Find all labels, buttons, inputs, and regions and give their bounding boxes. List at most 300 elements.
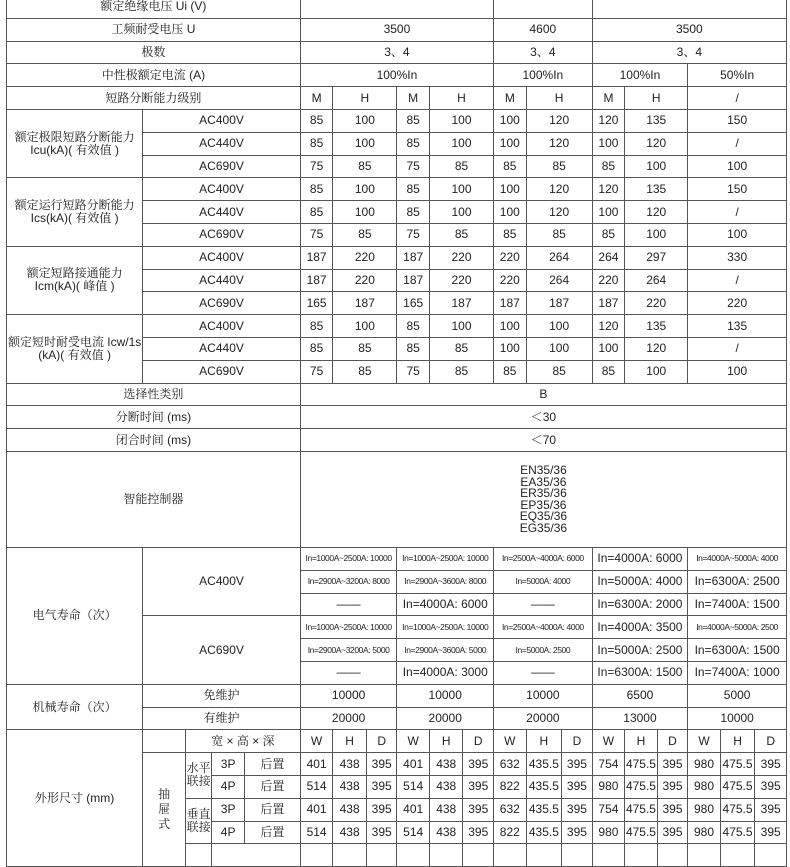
table-cell: 85 bbox=[333, 360, 397, 383]
table-cell: 100 bbox=[333, 132, 397, 155]
table-cell: 10000 bbox=[494, 684, 593, 707]
table-cell: 632 bbox=[494, 753, 527, 776]
table-cell: 100 bbox=[526, 315, 592, 338]
table-cell: 20000 bbox=[300, 707, 397, 730]
elec-life-cell: In=5000A: 2500 bbox=[494, 639, 593, 662]
table-cell: W bbox=[592, 730, 625, 753]
voltage-label: AC690V bbox=[143, 292, 301, 315]
table-cell: H bbox=[429, 730, 463, 753]
table-row-dims-header bbox=[7, 730, 787, 753]
table-cell: M bbox=[397, 87, 430, 110]
table-cell: 187 bbox=[397, 246, 430, 269]
table-cell: 13000 bbox=[592, 707, 688, 730]
table-cell: W bbox=[397, 730, 430, 753]
group-label: 额定运行短路分断能力 Ics(kA)( 有效值 ) bbox=[7, 178, 143, 246]
table-cell: / bbox=[688, 132, 787, 155]
table-row bbox=[7, 315, 787, 338]
elec-life-cell: In=5000A: 4000 bbox=[494, 570, 593, 593]
table-row-elec bbox=[7, 547, 787, 570]
table-cell: 75 bbox=[300, 155, 333, 178]
table-cell: 85 bbox=[429, 223, 493, 246]
elec-life-cell: In=4000A~5000A: 4000 bbox=[688, 547, 787, 570]
table-row-poles bbox=[7, 41, 787, 64]
table-cell: 100%In bbox=[592, 64, 688, 87]
table-cell: H bbox=[720, 730, 755, 753]
table-cell: 100 bbox=[494, 132, 527, 155]
table-cell: 220 bbox=[429, 246, 493, 269]
table-cell: 514 bbox=[300, 821, 333, 844]
table-cell: W bbox=[688, 730, 721, 753]
elec-life-cell: In=4000A: 6000 bbox=[397, 593, 494, 616]
table-cell: 100 bbox=[429, 201, 493, 224]
table-cell: 85 bbox=[397, 201, 430, 224]
table-cell: 187 bbox=[592, 292, 625, 315]
table-row-level bbox=[7, 87, 787, 110]
drawout-label bbox=[143, 753, 186, 867]
elec-life-cell: In=1000A~2500A: 10000 bbox=[300, 616, 397, 639]
table-cell: H bbox=[625, 87, 688, 110]
voltage-label: AC440V bbox=[143, 132, 301, 155]
table-cell: 822 bbox=[494, 775, 527, 798]
table-cell bbox=[688, 844, 721, 867]
table-cell: 100 bbox=[494, 337, 527, 360]
table-cell: 435.5 bbox=[526, 821, 562, 844]
table-cell bbox=[494, 844, 527, 867]
table-cell: 395 bbox=[755, 821, 787, 844]
table-cell: 435.5 bbox=[526, 753, 562, 776]
table-cell: 75 bbox=[397, 223, 430, 246]
voltage-label: AC690V bbox=[143, 223, 301, 246]
table-row-break bbox=[7, 406, 787, 429]
table-cell: 435.5 bbox=[526, 798, 562, 821]
table-cell: 3500 bbox=[592, 18, 786, 41]
table-cell: 395 bbox=[366, 753, 397, 776]
elec-life-cell: In=1000A~2500A: 10000 bbox=[300, 547, 397, 570]
table-cell: 514 bbox=[397, 821, 430, 844]
elec-life-cell: In=5000A: 2500 bbox=[592, 639, 688, 662]
table-cell: 100 bbox=[333, 315, 397, 338]
row-label: 分断时间 (ms) bbox=[7, 406, 301, 429]
table-cell: M bbox=[592, 87, 625, 110]
whd-label: 宽 × 高 × 深 bbox=[185, 730, 300, 753]
table-cell: 395 bbox=[562, 753, 593, 776]
table-cell: 3500 bbox=[300, 18, 493, 41]
rear-label: 后置 bbox=[244, 753, 300, 776]
table-cell: 85 bbox=[397, 132, 430, 155]
table-cell: 150 bbox=[688, 178, 787, 201]
table-cell: 120 bbox=[526, 201, 592, 224]
table-cell: 100 bbox=[625, 360, 688, 383]
table-cell bbox=[212, 844, 300, 867]
table-cell: 297 bbox=[625, 246, 688, 269]
table-cell: 85 bbox=[494, 155, 527, 178]
table-cell: D bbox=[463, 730, 494, 753]
table-cell: 401 bbox=[300, 753, 333, 776]
row-label: 极数 bbox=[7, 41, 301, 64]
rear-label: 后置 bbox=[244, 775, 300, 798]
table-cell: 395 bbox=[755, 775, 787, 798]
elec-life-cell: In=4000A: 3000 bbox=[397, 661, 494, 684]
table-cell: 120 bbox=[625, 132, 688, 155]
table-cell: / bbox=[688, 87, 787, 110]
table-cell: H bbox=[333, 730, 367, 753]
table-cell: 100 bbox=[625, 223, 688, 246]
table-cell: 401 bbox=[300, 798, 333, 821]
group-label: 额定短时耐受电流 Icw/1s (kA)( 有效值 ) bbox=[7, 315, 143, 383]
controller-item: EA35/36 bbox=[520, 474, 567, 489]
pole-label: 3P bbox=[212, 753, 245, 776]
controller-list bbox=[300, 451, 786, 547]
table-cell: 120 bbox=[526, 109, 592, 132]
table-cell: 120 bbox=[526, 178, 592, 201]
table-row-cut bbox=[7, 0, 787, 18]
table-cell: 10000 bbox=[688, 707, 787, 730]
table-cell: 435.5 bbox=[526, 775, 562, 798]
table-cell: 220 bbox=[494, 269, 527, 292]
table-cell: D bbox=[562, 730, 593, 753]
table-row-neutral bbox=[7, 64, 787, 87]
table-cell: 980 bbox=[688, 753, 721, 776]
table-cell: 135 bbox=[625, 109, 688, 132]
voltage-label: AC690V bbox=[143, 616, 301, 684]
voltage-label: AC440V bbox=[143, 201, 301, 224]
table-row bbox=[7, 109, 787, 132]
table-cell: 438 bbox=[333, 821, 367, 844]
table-cell: 5000 bbox=[688, 684, 787, 707]
table-cell: 514 bbox=[300, 775, 333, 798]
table-cell: 330 bbox=[688, 246, 787, 269]
table-cell: 187 bbox=[300, 246, 333, 269]
table-cell: 75 bbox=[300, 360, 333, 383]
table-cell: 20000 bbox=[494, 707, 593, 730]
pole-label: 4P bbox=[212, 775, 245, 798]
elec-life-cell: In=7400A: 1500 bbox=[688, 593, 787, 616]
table-cell: 85 bbox=[429, 155, 493, 178]
table-cell bbox=[625, 844, 658, 867]
table-cell: 220 bbox=[592, 269, 625, 292]
table-cell: / bbox=[688, 269, 787, 292]
controller-item: EP35/36 bbox=[520, 497, 567, 512]
voltage-label: AC440V bbox=[143, 337, 301, 360]
dims-label: 外形尺寸 (mm) bbox=[7, 730, 143, 867]
table-cell: 100 bbox=[429, 132, 493, 155]
row-label: 短路分断能力级别 bbox=[7, 87, 301, 110]
table-cell: ＜70 bbox=[300, 429, 786, 452]
table-cell: 100 bbox=[688, 223, 787, 246]
elec-life-cell: In=6300A: 1500 bbox=[592, 661, 688, 684]
horizontal-label: 水平联接 bbox=[185, 753, 211, 799]
table-cell bbox=[143, 730, 186, 753]
table-cell: 85 bbox=[300, 337, 333, 360]
table-cell: 475.5 bbox=[720, 821, 755, 844]
mech-life-label: 机械寿命（次） bbox=[7, 684, 143, 730]
table-cell: 100 bbox=[592, 337, 625, 360]
table-cell bbox=[526, 844, 562, 867]
pole-label: 3P bbox=[212, 798, 245, 821]
table-cell: 220 bbox=[429, 269, 493, 292]
table-cell: 75 bbox=[397, 360, 430, 383]
table-cell: / bbox=[688, 337, 787, 360]
table-row-mech bbox=[7, 684, 787, 707]
table-cell: 85 bbox=[397, 109, 430, 132]
table-cell: 220 bbox=[494, 246, 527, 269]
table-cell: 395 bbox=[755, 753, 787, 776]
elec-life-cell: In=2500A~4000A: 4000 bbox=[494, 616, 593, 639]
spec-table bbox=[6, 0, 787, 867]
controller-item: ER35/36 bbox=[520, 486, 567, 501]
voltage-label: AC690V bbox=[143, 155, 301, 178]
table-cell: 395 bbox=[366, 821, 397, 844]
table-cell: 187 bbox=[494, 292, 527, 315]
table-cell: 135 bbox=[625, 315, 688, 338]
table-cell bbox=[463, 844, 494, 867]
table-cell: 85 bbox=[397, 178, 430, 201]
table-cell: 85 bbox=[333, 155, 397, 178]
table-cell: 85 bbox=[397, 315, 430, 338]
elec-life-cell: —— bbox=[494, 661, 593, 684]
table-cell: 475.5 bbox=[720, 775, 755, 798]
table-cell: 395 bbox=[463, 798, 494, 821]
elec-life-cell: In=2900A~3600A: 5000 bbox=[397, 639, 494, 662]
table-cell: 120 bbox=[526, 132, 592, 155]
table-cell: 980 bbox=[688, 775, 721, 798]
table-cell: 100 bbox=[494, 109, 527, 132]
table-cell: 100 bbox=[429, 109, 493, 132]
table-cell: H bbox=[429, 87, 493, 110]
table-row-controller bbox=[7, 451, 787, 547]
table-cell bbox=[494, 0, 593, 18]
table-cell: 395 bbox=[366, 798, 397, 821]
table-cell: / bbox=[688, 201, 787, 224]
table-cell: 85 bbox=[300, 178, 333, 201]
table-cell: 475.5 bbox=[720, 753, 755, 776]
table-cell: 165 bbox=[397, 292, 430, 315]
table-cell: 438 bbox=[429, 821, 463, 844]
table-cell: H bbox=[526, 87, 592, 110]
table-cell: D bbox=[657, 730, 688, 753]
table-cell: 85 bbox=[300, 132, 333, 155]
table-cell: 85 bbox=[429, 360, 493, 383]
table-cell: 120 bbox=[625, 337, 688, 360]
table-cell: 438 bbox=[429, 798, 463, 821]
voltage-label: AC440V bbox=[143, 269, 301, 292]
table-cell: 85 bbox=[300, 109, 333, 132]
table-cell: 220 bbox=[625, 292, 688, 315]
table-cell: 980 bbox=[688, 798, 721, 821]
table-cell: 100 bbox=[688, 155, 787, 178]
table-cell: 4600 bbox=[494, 18, 593, 41]
table-cell: 980 bbox=[688, 821, 721, 844]
table-cell bbox=[720, 844, 755, 867]
rear-label: 后置 bbox=[244, 798, 300, 821]
elec-life-cell: In=5000A: 4000 bbox=[592, 570, 688, 593]
table-cell: 475.5 bbox=[625, 753, 658, 776]
table-cell bbox=[300, 844, 333, 867]
row-label: 中性极额定电流 (A) bbox=[7, 64, 301, 87]
table-cell: 3、4 bbox=[300, 41, 493, 64]
table-cell: 100 bbox=[494, 201, 527, 224]
table-cell bbox=[185, 844, 211, 867]
table-cell: 100 bbox=[592, 132, 625, 155]
elec-life-cell: In=2500A~4000A: 6000 bbox=[494, 547, 593, 570]
table-cell: 395 bbox=[755, 798, 787, 821]
table-cell: 395 bbox=[463, 775, 494, 798]
elec-life-cell: In=1000A~2500A: 10000 bbox=[397, 547, 494, 570]
table-cell: 514 bbox=[397, 775, 430, 798]
table-cell: 85 bbox=[300, 315, 333, 338]
table-cell: 100 bbox=[526, 337, 592, 360]
table-row-close bbox=[7, 429, 787, 452]
table-cell: M bbox=[494, 87, 527, 110]
table-cell: 150 bbox=[688, 109, 787, 132]
table-cell: 85 bbox=[333, 223, 397, 246]
table-cell: 100 bbox=[333, 178, 397, 201]
elec-life-cell: In=4000A: 6000 bbox=[592, 547, 688, 570]
elec-life-cell: In=4000A: 3500 bbox=[592, 616, 688, 639]
table-row bbox=[7, 246, 787, 269]
table-cell: 438 bbox=[333, 753, 367, 776]
table-cell: M bbox=[300, 87, 333, 110]
table-cell: 754 bbox=[592, 798, 625, 821]
table-cell: 100 bbox=[429, 178, 493, 201]
voltage-label: AC690V bbox=[143, 360, 301, 383]
table-cell: 100 bbox=[429, 315, 493, 338]
table-cell: 100 bbox=[333, 109, 397, 132]
group-label: 额定短路接通能力 Icm(kA)( 峰值 ) bbox=[7, 246, 143, 314]
table-cell: 395 bbox=[463, 753, 494, 776]
vertical-label: 垂直联接 bbox=[185, 798, 211, 844]
table-cell: ＜30 bbox=[300, 406, 786, 429]
table-cell: 120 bbox=[625, 201, 688, 224]
table-cell: B bbox=[300, 383, 786, 406]
table-cell: 10000 bbox=[397, 684, 494, 707]
table-cell: 475.5 bbox=[625, 775, 658, 798]
table-cell: 100 bbox=[333, 201, 397, 224]
table-cell: 980 bbox=[592, 821, 625, 844]
table-cell: 100 bbox=[494, 178, 527, 201]
table-cell: 264 bbox=[526, 269, 592, 292]
table-cell: 395 bbox=[657, 821, 688, 844]
table-cell: 395 bbox=[366, 775, 397, 798]
table-cell: 6500 bbox=[592, 684, 688, 707]
table-cell bbox=[562, 844, 593, 867]
table-cell: 135 bbox=[625, 178, 688, 201]
table-cell: 401 bbox=[397, 798, 430, 821]
table-cell: 401 bbox=[397, 753, 430, 776]
row-label: 选择性类别 bbox=[7, 383, 301, 406]
table-cell bbox=[429, 844, 463, 867]
table-cell: 220 bbox=[333, 269, 397, 292]
table-cell: 438 bbox=[333, 798, 367, 821]
table-cell: 475.5 bbox=[625, 821, 658, 844]
table-cell: 100 bbox=[625, 155, 688, 178]
table-cell: H bbox=[526, 730, 562, 753]
voltage-label: AC400V bbox=[143, 547, 301, 615]
elec-life-cell: In=6300A: 1500 bbox=[688, 639, 787, 662]
elec-life-label: 电气寿命（次） bbox=[7, 547, 143, 684]
table-cell: 100 bbox=[494, 315, 527, 338]
table-row-selectivity bbox=[7, 383, 787, 406]
table-cell: 395 bbox=[657, 775, 688, 798]
table-cell: 85 bbox=[494, 223, 527, 246]
voltage-label: AC400V bbox=[143, 246, 301, 269]
row-label: 闭合时间 (ms) bbox=[7, 429, 301, 452]
table-cell: 50%In bbox=[688, 64, 787, 87]
pole-label: 4P bbox=[212, 821, 245, 844]
table-cell: 85 bbox=[494, 360, 527, 383]
table-cell bbox=[592, 844, 625, 867]
voltage-label: AC400V bbox=[143, 315, 301, 338]
table-cell: 264 bbox=[592, 246, 625, 269]
table-cell: 85 bbox=[397, 337, 430, 360]
elec-life-cell: In=2900A~3200A: 5000 bbox=[300, 639, 397, 662]
elec-life-cell: In=2900A~3600A: 8000 bbox=[397, 570, 494, 593]
table-cell: 120 bbox=[592, 178, 625, 201]
table-cell: 187 bbox=[429, 292, 493, 315]
spec-table-body bbox=[7, 0, 787, 867]
table-cell: 75 bbox=[300, 223, 333, 246]
drawout-text: 抽屉式 bbox=[158, 787, 171, 832]
table-cell: 120 bbox=[592, 109, 625, 132]
table-cell: 10000 bbox=[300, 684, 397, 707]
elec-life-cell: In=7400A: 1000 bbox=[688, 661, 787, 684]
rear-label: 后置 bbox=[244, 821, 300, 844]
table-cell: 85 bbox=[526, 360, 592, 383]
controller-item: EQ35/36 bbox=[519, 509, 568, 524]
table-cell bbox=[333, 844, 367, 867]
voltage-label: AC400V bbox=[143, 109, 301, 132]
table-cell: 395 bbox=[562, 821, 593, 844]
table-cell: 187 bbox=[397, 269, 430, 292]
table-cell: 85 bbox=[592, 360, 625, 383]
table-cell bbox=[755, 844, 787, 867]
table-cell: 187 bbox=[300, 269, 333, 292]
elec-life-cell: —— bbox=[300, 593, 397, 616]
table-cell: 264 bbox=[625, 269, 688, 292]
table-cell: 85 bbox=[429, 337, 493, 360]
table-cell bbox=[300, 0, 493, 18]
table-cell: 100%In bbox=[494, 64, 593, 87]
table-cell: 475.5 bbox=[625, 798, 658, 821]
table-cell: 438 bbox=[429, 753, 463, 776]
elec-life-cell: —— bbox=[300, 661, 397, 684]
table-cell: 395 bbox=[657, 753, 688, 776]
table-cell: 822 bbox=[494, 821, 527, 844]
table-cell: 438 bbox=[333, 775, 367, 798]
table-cell: D bbox=[366, 730, 397, 753]
table-cell: 100 bbox=[688, 360, 787, 383]
table-cell: 187 bbox=[526, 292, 592, 315]
table-cell: 395 bbox=[463, 821, 494, 844]
elec-life-cell: In=1000A~2500A: 10000 bbox=[397, 616, 494, 639]
table-cell: 438 bbox=[429, 775, 463, 798]
table-cell: 20000 bbox=[397, 707, 494, 730]
table-cell: 85 bbox=[300, 201, 333, 224]
controller-item: EN35/36 bbox=[520, 463, 567, 478]
table-cell: 632 bbox=[494, 798, 527, 821]
table-row bbox=[7, 178, 787, 201]
table-cell: 85 bbox=[592, 223, 625, 246]
table-cell: 754 bbox=[592, 753, 625, 776]
table-cell: H bbox=[625, 730, 658, 753]
table-cell: 85 bbox=[526, 155, 592, 178]
row-label: 工频耐受电压 U bbox=[7, 18, 301, 41]
elec-life-cell: In=2900A~3200A: 8000 bbox=[300, 570, 397, 593]
row-label: 有维护 bbox=[143, 707, 301, 730]
elec-life-cell: —— bbox=[494, 593, 593, 616]
table-cell: 395 bbox=[562, 775, 593, 798]
table-cell: 100 bbox=[592, 201, 625, 224]
